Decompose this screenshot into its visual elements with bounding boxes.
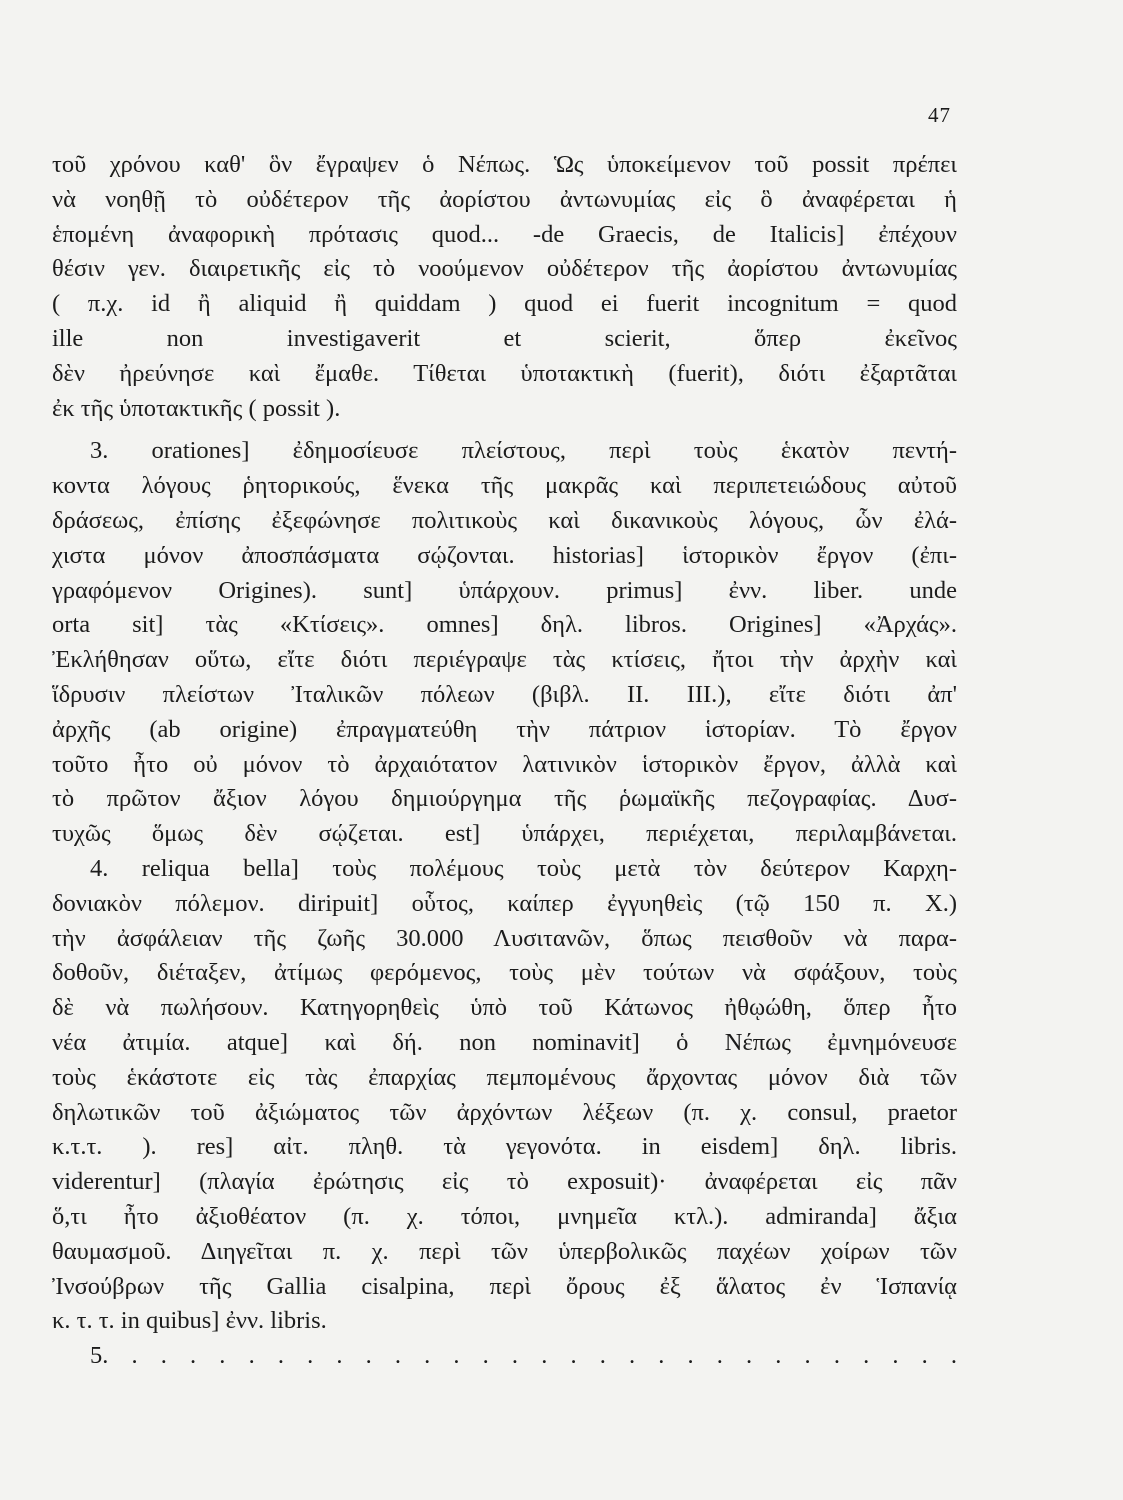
text-line: γραφόμενον Origines). sunt] ὑπάρχουν. primus] ἐνν. liber. unde xyxy=(52,576,957,604)
text-line: τὸ πρῶτον ἄξιον λόγου δημιούργημα τῆς ῥωμαϊκῆς πεζογραφίας. Δυσ- xyxy=(52,785,957,813)
text-line: δὲ νὰ πωλήσουν. Κατηγορηθεὶς ὑπὸ τοῦ Κάτωνος ἠθῳώθη, ὅπερ ἦτο xyxy=(52,994,957,1022)
text-line: ἀρχῆς (ab origine) ἐπραγματεύθη τὴν πάτριον ἱστορίαν. Τὸ ἔργον xyxy=(52,715,957,743)
text-line: ἐκ τῆς ὑποτακτικῆς ( possit ). xyxy=(52,394,341,422)
text-line: δοθοῦν, διέταξεν, ἀτίμως φερόμενος, τοὺς μὲν τούτων νὰ σφάξουν, τοὺς xyxy=(52,959,957,987)
text-line: δὲν ἠρεύνησε καὶ ἔμαθε. Τίθεται ὑποτακτικὴ (fuerit), διότι ἐξαρτᾶται xyxy=(52,359,957,387)
text-line: viderentur] (πλαγία ἐρώτησις εἰς τὸ exposuit)· ἀναφέρεται εἰς πᾶν xyxy=(52,1168,957,1196)
paragraph-4-start: 4. reliqua bella] τοὺς πολέμους τοὺς μετὰ τὸν δεύτερον Καρχη- xyxy=(90,854,957,882)
text-line: κοντα λόγους ῥητορικούς, ἕνεκα τῆς μακρᾶς καὶ περιπετειώδους αὐτοῦ xyxy=(52,472,957,500)
text-line: ἵδρυσιν πλείστων Ἰταλικῶν πόλεων (βιβλ. II. III.), εἴτε διότι ἀπ' xyxy=(52,680,957,708)
text-line: ἑπομένη ἀναφορικὴ πρότασις quod... -de Graecis, de Italicis] ἐπέχουν xyxy=(52,220,957,248)
text-line: Ἐκλήθησαν οὕτω, εἴτε διότι περιέγραψε τὰς κτίσεις, ἤτοι τὴν ἀρχὴν καὶ xyxy=(52,646,957,674)
text-line: κ.τ.τ. ). res] αἰτ. πληθ. τὰ γεγονότα. in eisdem] δηλ. libris. xyxy=(52,1133,957,1161)
text-line: Ἰνσούβρων τῆς Gallia cisalpina, περὶ ὄρους ἐξ ἅλατος ἐν Ἱσπανίᾳ xyxy=(52,1272,957,1300)
text-line: κ. τ. τ. in quibus] ἐνν. libris. xyxy=(52,1307,327,1335)
text-line: νὰ νοηθῇ τὸ οὐδέτερον τῆς ἀορίστου ἀντωνυμίας εἰς ὃ ἀναφέρεται ἡ xyxy=(52,185,957,213)
text-line: ille non investigaverit et scierit, ὅπερ ἐκεῖνος xyxy=(52,324,957,352)
page-number: 47 xyxy=(928,103,951,127)
text-line: δονιακὸν πόλεμον. diripuit] οὗτος, καίπερ ἐγγυηθεὶς (τῷ 150 π. Χ.) xyxy=(52,889,957,917)
text-line: νέα ἀτιμία. atque] καὶ δή. non nominavit] ὁ Νέπως ἐμνημόνευσε xyxy=(52,1028,957,1056)
commentary-text xyxy=(52,148,957,1374)
text-line: δηλωτικῶν τοῦ ἀξιώματος τῶν ἀρχόντων λέξεων (π. χ. consul, praetor xyxy=(52,1098,957,1126)
text-line: τοῦτο ἦτο οὐ μόνον τὸ ἀρχαιότατον λατινικὸν ἱστορικὸν ἔργον, ἀλλὰ καὶ xyxy=(52,750,957,778)
text-line: ὅ,τι ἦτο ἀξιοθέατον (π. χ. τόποι, μνημεῖα κτλ.). admiranda] ἄξια xyxy=(52,1202,957,1230)
text-line: θέσιν γεν. διαιρετικῆς εἰς τὸ νοούμενον οὐδέτερον τῆς ἀορίστου ἀντωνυμίας xyxy=(52,255,957,283)
text-line: ( π.χ. id ἢ aliquid ἢ quiddam ) quod ei fuerit incognitum = quod xyxy=(52,290,957,318)
text-line: τὴν ἀσφάλειαν τῆς ζωῆς 30.000 Λυσιτανῶν, ὅπως πεισθοῦν νὰ παρα- xyxy=(52,924,957,952)
text-line: χιστα μόνον ἀποσπάσματα σῴζονται. historias] ἱστορικὸν ἔργον (ἐπι- xyxy=(52,541,957,569)
text-line: τυχῶς ὅμως δὲν σῴζεται. est] ὑπάρχει, περιέχεται, περιλαμβάνεται. xyxy=(52,820,957,848)
text-line: τοῦ χρόνου καθ' ὃν ἔγραψεν ὁ Νέπως. Ὡς ὑποκείμενον τοῦ possit πρέπει xyxy=(52,151,957,178)
text-line: orta sit] τὰς «Κτίσεις». omnes] δηλ. libros. Origines] «Ἀρχάς». xyxy=(52,611,957,639)
text-line: θαυμασμοῦ. Διηγεῖται π. χ. περὶ τῶν ὑπερβολικῶς παχέων χοίρων τῶν xyxy=(52,1237,957,1265)
text-line: τοὺς ἑκάστοτε εἰς τὰς ἐπαρχίας πεμπομένους ἄρχοντας μόνον διὰ τῶν xyxy=(52,1063,957,1091)
paragraph-3-start: 3. orationes] ἐδημοσίευσε πλείστους, περὶ τοὺς ἑκατὸν πεντή- xyxy=(90,437,957,465)
text-line: δράσεως, ἐπίσης ἐξεφώνησε πολιτικοὺς καὶ δικανικοὺς λόγους, ὧν ἐλά- xyxy=(52,506,957,534)
paragraph-5-start: 5. . . . . . . . . . . . . . . . . . . . . . . . . . . . . . xyxy=(90,1342,957,1370)
